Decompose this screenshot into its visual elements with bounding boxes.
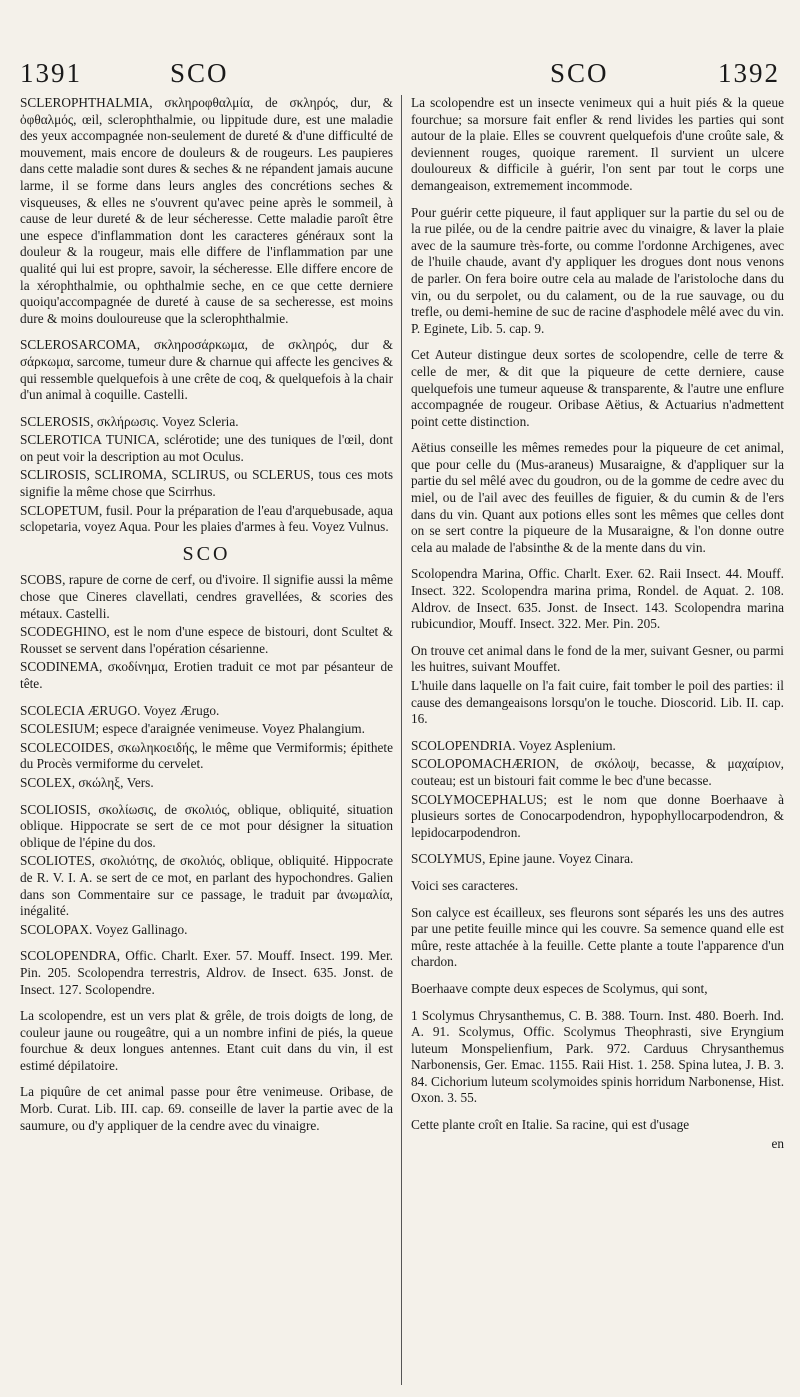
entry-scodinema: SCODINEMA, σκοδίνημα, Erotien traduit ce mot par pésanteur de tête. bbox=[20, 659, 393, 691]
paragraph-calyce: Son calyce est écailleux, ses fleurons sont séparés les uns des autres par une petite feuille mince qui les couvre. Sa semence quand elle est mûre, reste attachée à la feuille. Cette plante a toute l'apparence d'un chardon. bbox=[411, 904, 784, 970]
catchword: en bbox=[771, 1135, 784, 1151]
entry-scolecia: SCOLECIA ÆRUGO. Voyez Ærugo. bbox=[20, 702, 220, 718]
paragraph-aetius: Aëtius conseille les mêmes remedes pour la piqueure de cet animal, que pour celle du (Mus-araneus) Musaraigne, & d'appliquer sur la partie du sel mêlé avec du goudron, ou de la gomme de cedre avec du miel, ou de l'ail avec des feuilles de figuier, & du cumin & de l'ers dans du vin. Quant aux potions elles sont les mêmes que celles dont on se sert contre la piqueure de la Musaraigne, & l'on donne outre cela au malade de l'absinthe & de la mente dans du vin. bbox=[411, 440, 784, 555]
left-column bbox=[20, 95, 393, 1144]
section-heading: SCO bbox=[182, 542, 231, 565]
entry-scolymocephalus: SCOLYMOCEPHALUS; est le nom que donne Boerhaave à plusieurs sortes de Conocarpodendron, hypophyllocarpodendron, & lepidocarpodendron. bbox=[411, 791, 784, 840]
paragraph-scolopendre: La scolopendre, est un vers plat & grêle, de trois doigts de long, de couleur jaune ou rougeâtre, qui a un nombre infini de piés, la queue fourchue & deux longues antennes. Etant cuit dans du vin, il est estimé dépilatoire. bbox=[20, 1008, 393, 1073]
paragraph-species-1: 1 Scolymus Chrysanthemus, C. B. 388. Tourn. Inst. 480. Boerh. Ind. A. 91. Scolymus, Offic. Scolymus Theophrasti, sive Eryngium luteum Monspelienfium, Park. 972. Carduus Chrysanthemus Narbonensis, Ger. Emac. 1155. Raii Hist. 1. 258. Spina lutea, J. B. 3. 84. Cichorium luteum scolymoides spinis horridum Narbonense, Hist. Oxon. 3. 55. bbox=[411, 1007, 785, 1106]
entry-sclirosis: SCLIROSIS, SCLIROMA, SCLIRUS, ou SCLERUS, tous ces mots signifie la même chose que Scirrhus. bbox=[20, 467, 393, 500]
paragraph-auteur: Cet Auteur distingue deux sortes de scolopendre, celle de terre & celle de mer, & dit que la piqueure de cette derniere, cause quelquefois une tumeur aqueuse & transparente, & l'autre une enflure accompagnée de rougeur. Oribase Aëtius, & Actuarius n'admettent point cette distinction. bbox=[411, 347, 784, 429]
entry-sclerotica: SCLEROTICA TUNICA, sclérotide; une des tuniques de l'œil, dont on peut voir la description au mot Oculus. bbox=[20, 432, 393, 464]
page-header bbox=[20, 58, 780, 92]
right-column bbox=[411, 95, 784, 1152]
paragraph-habitat: On trouve cet animal dans le fond de la mer, suivant Gesner, ou parmi les huitres, suivant Mouffet. bbox=[411, 642, 784, 675]
paragraph-caracteres: Voici ses caracteres. bbox=[411, 877, 519, 893]
entry-scolopomachaerion: SCOLOPOMACHÆRION, de σκόλοψ, becasse, & μαχαίριον, couteau; est un bistouri fait comme le bec d'une becasse. bbox=[411, 756, 784, 788]
page-number-right: 1392 bbox=[718, 58, 780, 88]
entry-sclerophthalmia: SCLEROPHTHALMIA, σκληροφθαλμία, de σκληρός, dur, & ὀφθαλμός, œil, sclerophthalmie, ou lippitude dure, est une maladie des yeux accompagnée non-seulement de dureté & d'une difficulté de mouvement, mais encore de douleurs & de rougeurs. Les paupieres dans cette maladie sont dures & seches & ne répandent jamais aucune larme, il se forme dans leurs angles des concrétions seches & visqueuses, & elles ne s'ouvrent qu'avec peine après le sommeil, à cause de leur dureté & de leur sécheresse. Cette maladie paroît être une espece d'inflammation dont les caracteres généraux sont la douleur & la rougeur, mais elle differe de l'inflammation par une qualité qui lui est propre, savoir, la sécheresse. Elle differe encore de la xérophthalmie, ou ophthalmie seche, en ce que cette derniere quoiqu'accompagnée de dureté à cause de sa secheresse, est moins dure & moins douloureuse que la sclerophthalmie. bbox=[20, 95, 393, 326]
column-divider bbox=[401, 95, 402, 1385]
entry-scolopendria: SCOLOPENDRIA. Voyez Asplenium. bbox=[411, 737, 616, 753]
page-number-left: 1391 bbox=[20, 58, 82, 88]
entry-scolex: SCOLEX, σκώληξ, Vers. bbox=[20, 774, 154, 790]
running-title-left: SCO bbox=[170, 58, 229, 88]
entry-scolopendra: SCOLOPENDRA, Offic. Charlt. Exer. 57. Mouff. Insect. 199. Mer. Pin. 205. Scolopendra terrestris, Aldrov. de Insect. 635. Jonst. de Insect. 127. Scolopendre. bbox=[20, 948, 393, 997]
entry-scoliotes: SCOLIOTES, σκολιότης, de σκολιός, oblique, obliquité. Hippocrate de R. V. I. A. se sert de ce mot, en parlant des hypochondres. Galien dans son Commentaire sur ce passage, le traduit par ἀνωμαλία, inégalité. bbox=[20, 853, 393, 919]
entry-scolesium: SCOLESIUM; espece d'araignée venimeuse. Voyez Phalangium. bbox=[20, 721, 365, 737]
paragraph-italie: Cette plante croît en Italie. Sa racine, qui est d'usage bbox=[411, 1117, 690, 1133]
paragraph-insecte: La scolopendre est un insecte venimeux qui a huit piés & la queue fourchue; sa morsure fait enfler & rend livides les parties qui sont autour de la plaie. Elles se couvrent quelquefois d'une croûte sale, & deviennent rouges, quoique rarement. Il survient un ulcere douloureux & difficile à guérir, l'on sent par tout le corps une demangeaison, extremement incommode. bbox=[411, 95, 784, 193]
paragraph-boerhaave: Boerhaave compte deux especes de Scolymus, qui sont, bbox=[411, 980, 708, 996]
entry-scodeghino: SCODEGHINO, est le nom d'une espece de bistouri, dont Scultet & Rousset se servent dans l'opération césarienne. bbox=[20, 624, 393, 656]
paragraph-guerir: Pour guérir cette piqueure, il faut appliquer sur la partie du sel ou de la rue pilée, ou de la cendre paitrie avec du vinaigre, & laver la plaie avec de la saumure très-forte, ou comme l'ordonne Archigenes, avec de l'huile chaude, avant d'y appliquer les drogues dont nous venons de parler. On fera boire outre cela au malade de l'aristoloche dans du vin, ou du serpolet, ou du calament, ou de la rue sauvage, ou du trefle, ou demi-hemine de suc de racine d'asphodele mêlé avec du vin. P. Eginete, Lib. 5. cap. 9. bbox=[411, 204, 784, 336]
entry-scolecoides: SCOLECOIDES, σκωληκοειδής, le même que Vermiformis; épithete du Procès vermiforme du cervelet. bbox=[20, 739, 393, 772]
entry-scoliosis: SCOLIOSIS, σκολίωσις, de σκολιός, oblique, obliquité, situation oblique. Hippocrate se sert de ce mot pour désigner la situation oblique de l'épine du dos. bbox=[20, 801, 393, 850]
entry-scobs: SCOBS, rapure de corne de cerf, ou d'ivoire. Il signifie aussi la même chose que Cineres clavellati, cendres gravellées, & scories des métaux. Castelli. bbox=[20, 572, 393, 621]
entry-scolopax: SCOLOPAX. Voyez Gallinago. bbox=[20, 921, 188, 937]
paragraph-piqure: La piquûre de cet animal passe pour être venimeuse. Oribase, de Morb. Curat. Lib. III. cap. 69. conseille de laver la partie avec de la saumure, ou d'y appliquer de la cendre avec du vinaigre. bbox=[20, 1084, 393, 1133]
entry-sclerosis: SCLEROSIS, σκλήρωσις. Voyez Scleria. bbox=[20, 413, 239, 429]
entry-scolopendra-marina: Scolopendra Marina, Offic. Charlt. Exer. 62. Raii Insect. 44. Mouff. Insect. 322. Scolopendra marina prima, Rondel. de Aquat. 2. 108. Aldrov. de Insect. 635. Jonst. de Insect. 143. Scolopendra marina rubicundior, Mouff. Insect. 322. Mer. Pin. 205. bbox=[411, 566, 784, 632]
entry-sclerosarcoma: SCLEROSARCOMA, σκληροσάρκωμα, de σκληρός, dur & σάρκωμα, sarcome, tumeur dure & charnue qui affecte les gencives & qui ressemble quelquefois à une crête de coq, & quelquefois à la chair d'un animal à coquille. Castelli. bbox=[20, 337, 393, 403]
entry-sclopetum: SCLOPETUM, fusil. Pour la préparation de l'eau d'arquebusade, aqua sclopetaria, voyez Aqua. Pour les plaies d'armes à feu. Voyez Vulnus. bbox=[20, 502, 393, 535]
running-title-right: SCO bbox=[550, 58, 609, 88]
entry-scolymus: SCOLYMUS, Epine jaune. Voyez Cinara. bbox=[411, 851, 634, 867]
paragraph-huile: L'huile dans laquelle on l'a fait cuire, fait tomber le poil des parties: il cause des demangeaisons lorsqu'on le touche. Dioscorid. Lib. II. cap. 16. bbox=[411, 678, 784, 727]
